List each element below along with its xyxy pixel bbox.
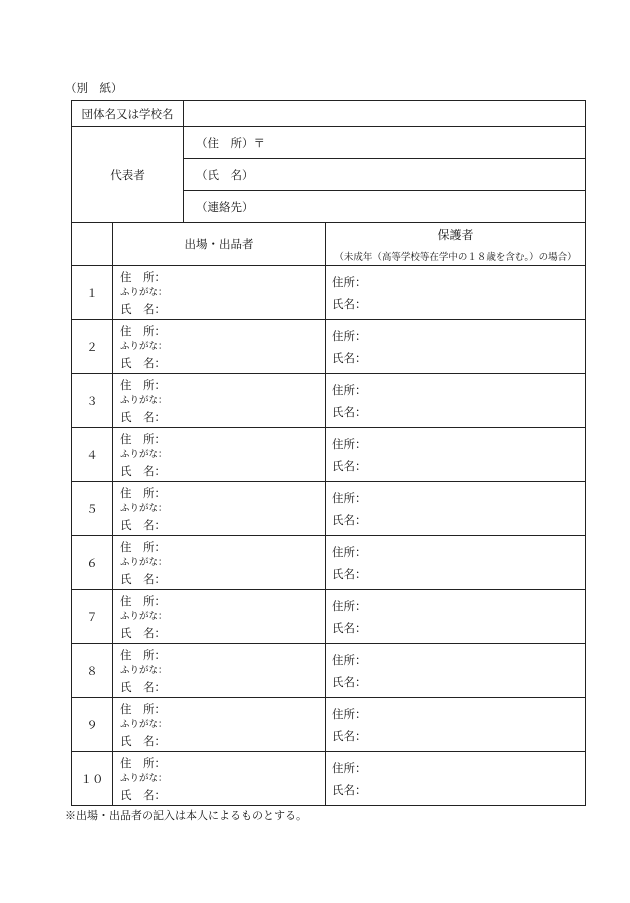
entrant-furigana-label: ふりがな： (120, 664, 168, 676)
entrant-address-label: 住 所： (120, 701, 166, 716)
guardian-address-label: 住所： (332, 274, 367, 289)
entrant-cell[interactable] (113, 698, 326, 752)
entrant-furigana-label: ふりがな： (120, 556, 168, 568)
entrant-row (72, 536, 586, 590)
guardian-cell[interactable] (326, 482, 586, 536)
entrant-name-label: 氏 名： (120, 733, 166, 748)
org-label: 団体名又は学校名 (72, 101, 184, 127)
row-number: ９ (72, 698, 113, 752)
guardian-cell[interactable] (326, 536, 586, 590)
row-number: ８ (72, 644, 113, 698)
entrant-furigana-label: ふりがな： (120, 718, 168, 730)
guardian-address-label: 住所： (332, 652, 367, 667)
guardian-cell[interactable] (326, 320, 586, 374)
row-number: ３ (72, 374, 113, 428)
entrant-row (72, 590, 586, 644)
org-row (72, 101, 586, 127)
entrant-name-label: 氏 名： (120, 463, 166, 478)
entrant-address-label: 住 所： (120, 755, 166, 770)
entrant-address-label: 住 所： (120, 377, 166, 392)
entrant-row (72, 752, 586, 806)
entrant-row (72, 428, 586, 482)
entrant-cell[interactable] (113, 482, 326, 536)
entrant-furigana-label: ふりがな： (120, 286, 168, 298)
attachment-caption: （別 紙） (65, 81, 123, 95)
rep-address-row (72, 127, 586, 159)
guardian-address-label: 住所： (332, 598, 367, 613)
guardian-name-label: 氏名： (332, 728, 367, 743)
guardian-address-label: 住所： (332, 706, 367, 721)
header-row (72, 223, 586, 266)
guardian-title: 保護者 (437, 227, 474, 242)
entrant-name-label: 氏 名： (120, 517, 166, 532)
row-number: １０ (72, 752, 113, 806)
entrant-name-label: 氏 名： (120, 355, 166, 370)
footnote: ※出場・出品者の記入は本人によるものとする。 (65, 809, 307, 822)
entrant-address-label: 住 所： (120, 323, 166, 338)
entrant-furigana-label: ふりがな： (120, 610, 168, 622)
guardian-cell[interactable] (326, 590, 586, 644)
entrant-header: 出場・出品者 (113, 223, 326, 266)
guardian-address-label: 住所： (332, 436, 367, 451)
entrant-furigana-label: ふりがな： (120, 502, 168, 514)
guardian-name-label: 氏名： (332, 404, 367, 419)
row-number: １ (72, 266, 113, 320)
entrant-address-label: 住 所： (120, 539, 166, 554)
guardian-header (326, 223, 586, 266)
rep-contact-field[interactable]: （連絡先） (184, 191, 586, 223)
guardian-name-label: 氏名： (332, 620, 367, 635)
guardian-name-label: 氏名： (332, 512, 367, 527)
guardian-name-label: 氏名： (332, 296, 367, 311)
entrant-cell[interactable] (113, 266, 326, 320)
guardian-address-label: 住所： (332, 490, 367, 505)
entrant-cell[interactable] (113, 374, 326, 428)
guardian-address-label: 住所： (332, 544, 367, 559)
guardian-cell[interactable] (326, 698, 586, 752)
row-number: ６ (72, 536, 113, 590)
entrant-furigana-label: ふりがな： (120, 340, 168, 352)
row-number: ２ (72, 320, 113, 374)
entrant-name-label: 氏 名： (120, 625, 166, 640)
rep-address-field[interactable]: （住 所）〒 (184, 127, 586, 159)
guardian-note: （未成年（高等学校等在学中の１８歳を含む。）の場合） (334, 251, 577, 263)
guardian-address-label: 住所： (332, 382, 367, 397)
entrant-row (72, 482, 586, 536)
entrant-name-label: 氏 名： (120, 679, 166, 694)
entrant-furigana-label: ふりがな： (120, 772, 168, 784)
application-form-table (71, 100, 586, 806)
guardian-name-label: 氏名： (332, 782, 367, 797)
row-number: ５ (72, 482, 113, 536)
guardian-address-label: 住所： (332, 760, 367, 775)
entrant-name-label: 氏 名： (120, 571, 166, 586)
rep-name-field[interactable]: （氏 名） (184, 159, 586, 191)
guardian-name-label: 氏名： (332, 674, 367, 689)
entrant-cell[interactable] (113, 590, 326, 644)
entrant-furigana-label: ふりがな： (120, 394, 168, 406)
entrant-row (72, 320, 586, 374)
guardian-cell[interactable] (326, 644, 586, 698)
entrant-name-label: 氏 名： (120, 301, 166, 316)
row-number: ７ (72, 590, 113, 644)
guardian-name-label: 氏名： (332, 458, 367, 473)
entrant-cell[interactable] (113, 320, 326, 374)
entrant-address-label: 住 所： (120, 593, 166, 608)
entrant-row (72, 374, 586, 428)
entrant-furigana-label: ふりがな： (120, 448, 168, 460)
guardian-name-label: 氏名： (332, 350, 367, 365)
entrant-address-label: 住 所： (120, 431, 166, 446)
entrant-name-label: 氏 名： (120, 409, 166, 424)
entrant-cell[interactable] (113, 644, 326, 698)
guardian-cell[interactable] (326, 374, 586, 428)
entrant-name-label: 氏 名： (120, 787, 166, 802)
entrant-cell[interactable] (113, 428, 326, 482)
entrant-address-label: 住 所： (120, 485, 166, 500)
entrant-cell[interactable] (113, 752, 326, 806)
guardian-cell[interactable] (326, 428, 586, 482)
entrant-address-label: 住 所： (120, 647, 166, 662)
org-field[interactable] (184, 101, 586, 127)
guardian-cell[interactable] (326, 752, 586, 806)
header-blank (72, 223, 113, 266)
entrant-row (72, 644, 586, 698)
guardian-address-label: 住所： (332, 328, 367, 343)
entrant-cell[interactable] (113, 536, 326, 590)
guardian-cell[interactable] (326, 266, 586, 320)
row-number: ４ (72, 428, 113, 482)
guardian-name-label: 氏名： (332, 566, 367, 581)
representative-label: 代表者 (72, 127, 184, 223)
entrant-row (72, 698, 586, 752)
entrant-address-label: 住 所： (120, 269, 166, 284)
entrant-row (72, 266, 586, 320)
